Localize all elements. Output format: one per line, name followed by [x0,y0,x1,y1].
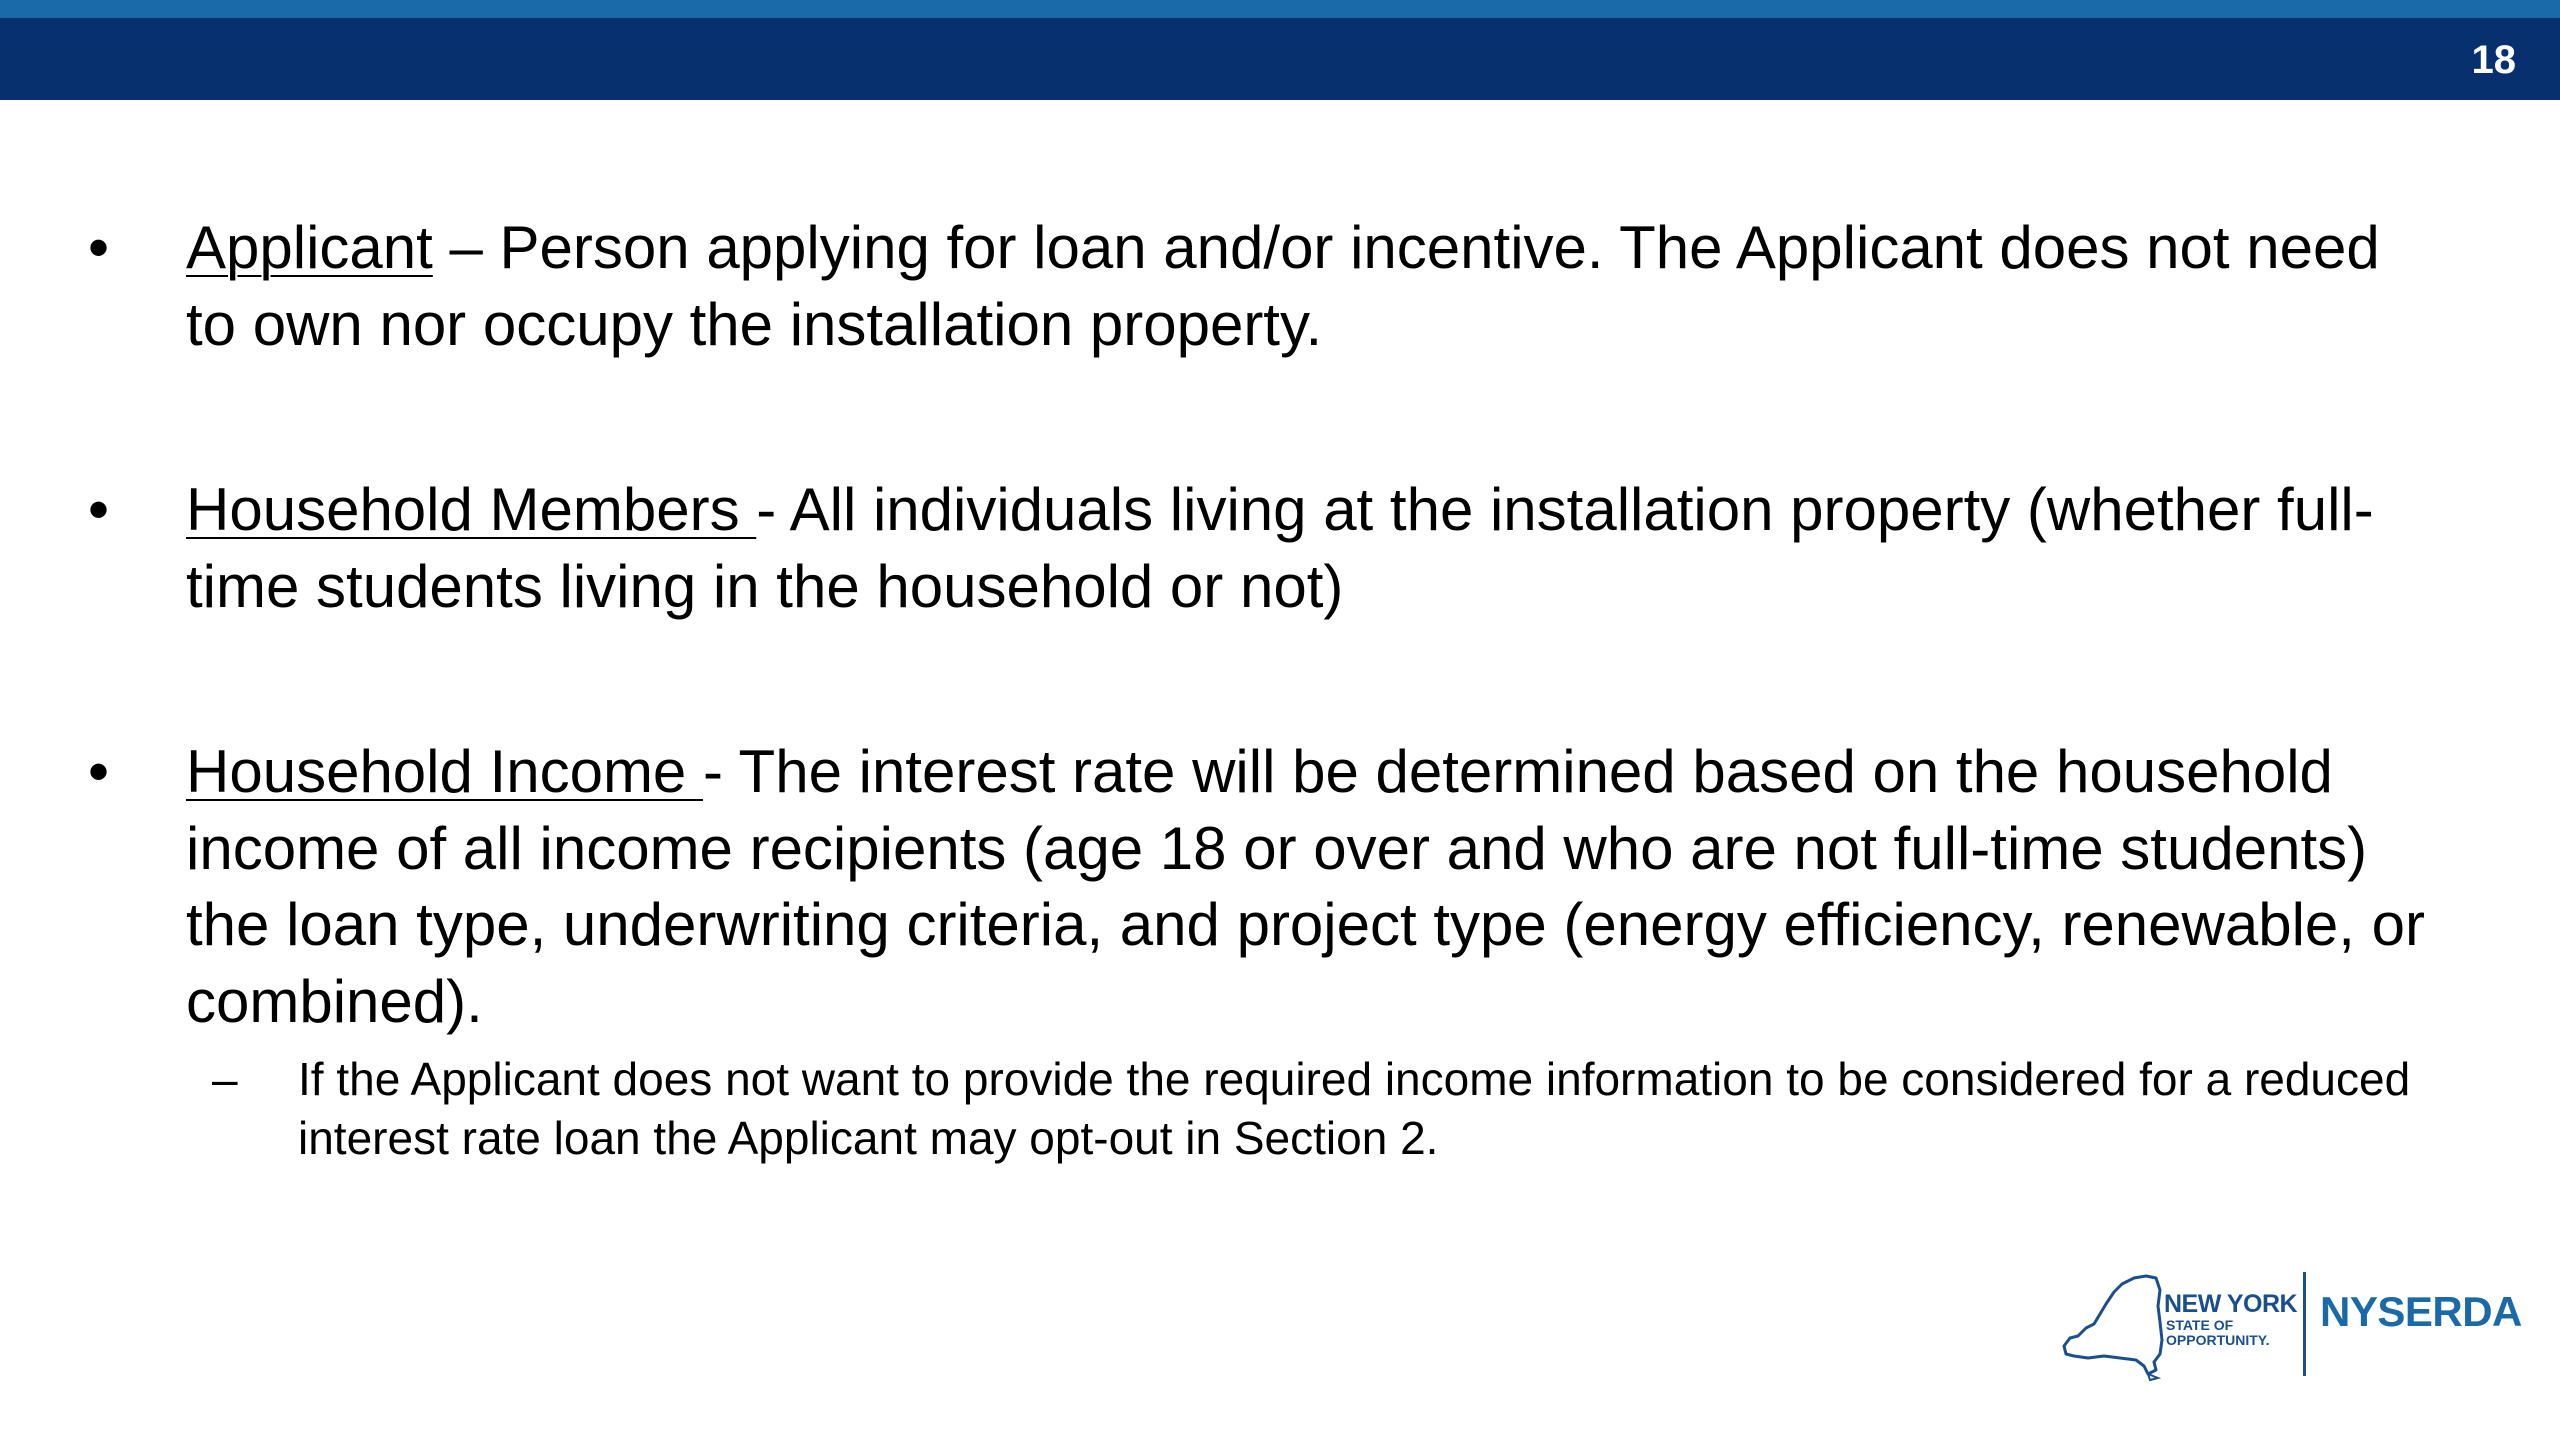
bullet-text [186,210,2426,363]
logo-nyserda-text: NYSERDA [2320,1288,2522,1335]
logo-sub-line-1: STATE OF [2166,1317,2234,1333]
logo-state-of-opportunity [2166,1318,2296,1348]
nyserda-logo [2060,1262,2522,1382]
bullet-marker: • [88,214,110,281]
definition-applicant: – Person applying for loan and/or incentive. The Applicant does not need to own nor occupy the installation property. [186,214,2380,358]
sub-bullet-text: If the Applicant does not want to provide the required income information to be considered for a reduced interest rate loan the Applicant may opt-out in Section 2. [298,1053,2411,1164]
bullet-text [186,734,2426,1040]
header-stripe [0,0,2560,18]
bullet-marker: • [88,476,110,543]
logo-divider [2303,1272,2306,1376]
term-household-income: Household Income [186,738,703,805]
bullet-text [186,472,2426,625]
page-number: 18 [2471,38,2516,82]
term-applicant: Applicant [186,214,433,281]
sub-bullet-marker: – [212,1053,238,1105]
logo-new-york-text: NEW YORK [2164,1290,2298,1318]
logo-sub-line-2: OPPORTUNITY. [2166,1332,2270,1348]
new-york-state-map-icon [2060,1262,2164,1382]
header-bar [0,18,2560,100]
definition-household-income: - The interest rate will be determined based on the household income of all income recipients (age 18 or over and who are not full-time students) the loan type, underwriting criteria, and project type (energy efficiency, renewable, or combined). [186,738,2425,1035]
definition-household-members: - All individuals living at the installation property (whether full-time students living in the household or not) [186,476,2374,620]
term-household-members: Household Members [186,476,757,543]
bullet-marker: • [88,738,110,805]
